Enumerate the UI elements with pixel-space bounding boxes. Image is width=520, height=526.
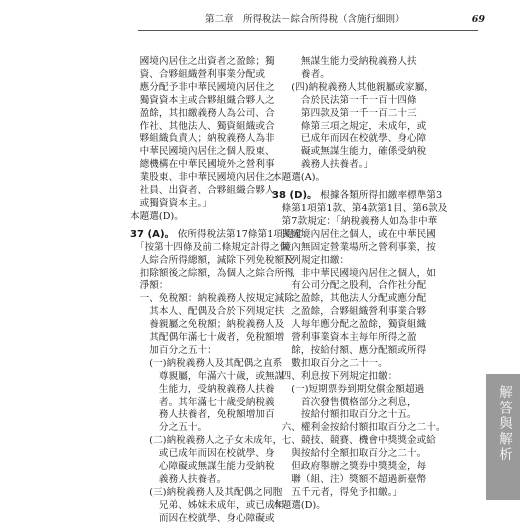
text-line: 總機構在中華民國境外之營利事: [130, 159, 275, 171]
text-line: 37 (A)。 依所得稅法第17條第1項規定：: [130, 228, 312, 240]
text-line: 其配偶年滿七十歲者，免稅額增: [130, 332, 285, 344]
text-line: 條第三項之規定，未成年，或: [272, 120, 427, 132]
text-line: 兄弟、姊妹未成年，或已成年: [130, 499, 285, 511]
text-line: 夥組織負責人；納稅義務人為非: [130, 133, 275, 145]
text-line: 已成年而因在校就學、身心障: [272, 133, 427, 145]
text-line: 人每年應分配之盈餘，獨資組織: [272, 319, 427, 331]
text-line: (二)納稅義務人之子女未成年，: [130, 435, 283, 447]
text-line: 扣除額後之綜額，為個人之綜合所得: [130, 267, 294, 279]
text-line: 分之五十。: [130, 422, 208, 434]
text-line: 資、合夥組織營利事業分配或: [130, 68, 266, 80]
text-line: 四、利息按下列規定扣繳：: [272, 370, 398, 382]
page-header: [205, 14, 485, 26]
text-line: 盈餘，其扣繳義務人為公司、合: [130, 107, 275, 119]
question-number: 38 (D)。: [272, 190, 318, 202]
text-line: 按給付額扣取百分之十五。: [272, 409, 417, 421]
text-line: 中華民國境內居住之個人股東、: [130, 146, 275, 158]
text-line: 本題選(D)。: [130, 210, 184, 222]
text-line: 獨資資本主或合夥組織合夥人之: [130, 94, 275, 106]
text-line: 人綜合所得總額，減除下列免稅額及: [130, 254, 294, 266]
text-line: 礙或無謀生能力，確係受納稅: [272, 146, 427, 158]
text-line: 合於民法第一千一百十四條: [272, 94, 417, 106]
text-line: 有公司分配之股利，合作社分配: [272, 280, 427, 292]
text-line: (一)短期票券到期兌償金額超過: [272, 383, 425, 395]
text-line: 或獨資資本主。」: [130, 197, 212, 209]
text-line: (一)納稅義務人及其配偶之直系: [130, 357, 283, 369]
text-line: 與按給付全額扣取百分之二十。: [272, 448, 427, 460]
side-tab-label: 解答與解析: [496, 385, 512, 463]
text-line: 其本人、配偶及合於下列規定扶: [130, 306, 285, 318]
text-line: 境內無固定營業場所之營利事業，按: [272, 241, 436, 253]
text-line: 務人扶養者，免稅額增加百: [130, 409, 275, 421]
text-line: 尊親屬，年滿六十歲，或無謀: [130, 370, 285, 382]
text-line: (四)納稅義務人其他親屬或家屬，: [272, 81, 434, 93]
text-line: 加百分之五十：: [130, 344, 217, 356]
text-line: 本題選(D)。: [272, 499, 326, 511]
text-line: 七、競技、競賽、機會中獎獎金或給: [272, 435, 436, 447]
text-line: 營利事業資本主每年所得之盈: [272, 332, 417, 344]
text-line: 下列規定扣繳：: [272, 254, 350, 266]
text-line: 之盈餘，其他法人分配或應分配: [272, 293, 427, 305]
text-line: 一、非中華民國境內居住之個人，如: [272, 267, 436, 279]
text-line: 淨額：: [130, 280, 169, 292]
text-line: 應分配予非中華民國境內居住之: [130, 81, 275, 93]
text-line: 義務人扶養者。: [130, 474, 227, 485]
text-line: 而因在校就學、身心障礙或: [130, 512, 275, 524]
text-line: 第7款規定：「納稅義務人如為非中華: [272, 215, 438, 227]
text-line: 養親屬之免稅額；納稅義務人及: [130, 319, 285, 331]
right-text-column: [272, 56, 448, 513]
text-line: 本題選(A)。: [272, 172, 326, 184]
text-line: 38 (D)。 根據各類所得扣繳率標準第3: [272, 190, 443, 202]
text-line: 民國境內居住之個人，或在中華民國: [272, 228, 436, 240]
text-line: 業股東、非中華民國境內居住之: [130, 172, 275, 184]
text-line: 養者。: [272, 68, 330, 80]
text-line: 或已成年而因在校就學、身: [130, 448, 275, 460]
text-line: 一、免稅額：納稅義務人按規定減除: [130, 293, 294, 305]
text-line: 國境內居住之出資者之盈餘；獨: [130, 56, 275, 67]
text-line: 數扣取百分之二十一。: [272, 357, 388, 369]
text-line: 條第1項第1款、第4款第1目、第6款及: [272, 202, 448, 214]
text-line: 聯（組、注）獎額不超過新臺幣: [272, 474, 427, 485]
text-line: 六、權利金按給付額扣取百分之二十。: [272, 422, 446, 434]
text-line: 首次發售價格部分之利息，: [272, 396, 417, 408]
running-title: 第二章 所得稅法－綜合所得稅（含施行細則）: [205, 14, 405, 25]
text-line: 第四款及第一千一百二十三: [272, 107, 417, 119]
text-line: 「按第十四條及前二條規定計得之個: [130, 241, 290, 253]
text-line: 無謀生能力受納稅義務人扶: [272, 56, 417, 67]
text-line: 五千元者，得免予扣繳。」: [272, 486, 403, 498]
text-line: 義務人扶養者。」: [272, 159, 374, 171]
text-line: 心障礙或無謀生能力受納稅: [130, 461, 275, 473]
text-line: (三)納稅義務人及其配偶之同胞: [130, 486, 283, 498]
text-line: 者。其年滿七十歲受納稅義: [130, 396, 275, 408]
text-line: 餘，按給付額、應分配額或所得: [272, 344, 427, 356]
question-number: 37 (A)。: [130, 228, 175, 240]
text-line: 之盈餘，合夥組織營利事業合夥: [272, 306, 427, 318]
page-number: 69: [471, 14, 485, 25]
text-line: 但政府舉辦之獎券中獎獎金，每: [272, 461, 427, 473]
text-line: 作社、其他法人、獨資組織或合: [130, 120, 275, 132]
header-rule: [138, 30, 478, 31]
text-line: 社員、出資者、合夥組織合夥人: [130, 185, 275, 197]
text-line: 生能力，受納稅義務人扶養: [130, 383, 275, 395]
